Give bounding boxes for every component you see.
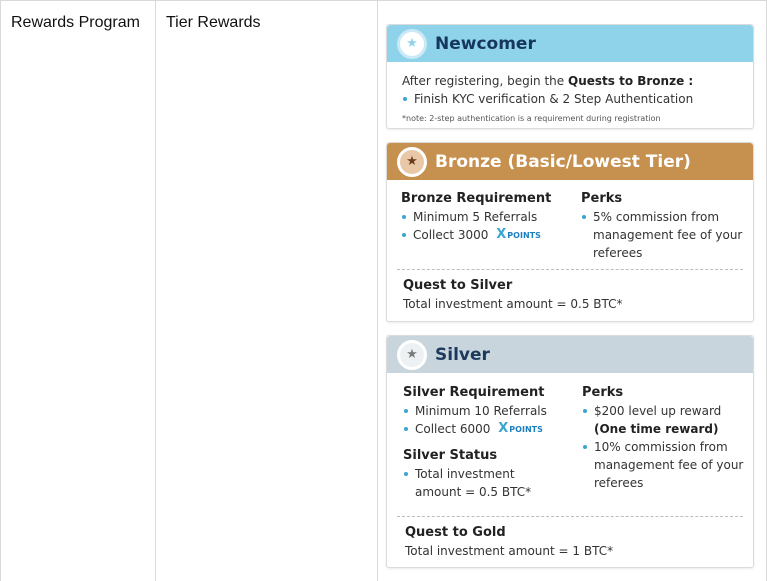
newcomer-intro: [402, 72, 747, 90]
bronze-quest-heading: Quest to Silver: [403, 278, 513, 293]
list-item-bold: (One time reward): [594, 422, 719, 436]
silver-requirement-list: [403, 402, 573, 439]
xpoints-logo: [496, 226, 541, 245]
silver-requirement: [403, 384, 573, 501]
silver-status-heading: Silver Status: [403, 448, 498, 463]
silver-status-list: [403, 465, 573, 501]
program-cell: Rewards Program: [11, 14, 140, 31]
xpoints-logo: [498, 420, 543, 439]
divider: [397, 516, 743, 517]
star-icon: ★: [397, 340, 427, 370]
tier-rewards-cell: Tier Rewards: [166, 14, 261, 31]
bronze-card: [386, 142, 754, 322]
silver-requirement-heading: Silver Requirement: [403, 385, 545, 400]
bronze-perks-heading: Perks: [581, 191, 623, 206]
silver-quest-text: Total investment amount = 1 BTC*: [405, 544, 614, 558]
silver-quest-heading: Quest to Gold: [405, 525, 506, 540]
star-icon: ★: [397, 29, 427, 59]
bronze-title: Bronze (Basic/Lowest Tier): [435, 151, 691, 172]
newcomer-header: [387, 25, 753, 62]
bronze-quest: [403, 277, 743, 313]
list-item: Minimum 10 Referrals: [403, 402, 573, 420]
list-item: Minimum 5 Referrals: [401, 208, 571, 226]
silver-title: Silver: [435, 344, 490, 365]
newcomer-card: [386, 24, 754, 129]
silver-card: [386, 335, 754, 568]
newcomer-list: [402, 90, 747, 108]
newcomer-title: Newcomer: [435, 33, 536, 54]
silver-perks-list: [582, 402, 747, 492]
newcomer-intro-bold: Quests to Bronze :: [568, 74, 694, 88]
newcomer-body: [402, 72, 747, 128]
silver-quest: [405, 524, 745, 560]
divider: [397, 269, 743, 270]
silver-header: [387, 336, 753, 373]
silver-perks: [582, 384, 747, 492]
list-item-text: Collect 6000: [415, 422, 491, 436]
xpoints-mark: X: [498, 421, 509, 436]
bronze-requirement-list: [401, 208, 571, 245]
list-item: 10% commission from management fee of your referees: [582, 438, 747, 492]
bronze-requirement-heading: Bronze Requirement: [401, 191, 552, 206]
list-item: [403, 420, 573, 439]
tier-rewards-column: [156, 1, 378, 581]
newcomer-intro-text: After registering, begin the: [402, 74, 565, 88]
xpoints-mark: X: [496, 227, 507, 242]
bronze-perks: [581, 190, 746, 262]
list-item-text: Collect 3000: [413, 228, 489, 242]
list-item: [582, 402, 747, 438]
bronze-header: [387, 143, 753, 180]
star-icon: ★: [397, 147, 427, 177]
newcomer-note: *note: 2-step authentication is a requirement during registration: [402, 114, 661, 123]
list-item-text: $200 level up reward: [594, 404, 722, 418]
list-item: [401, 226, 571, 245]
bronze-quest-text: Total investment amount = 0.5 BTC*: [403, 297, 623, 311]
bronze-requirement: [401, 190, 571, 245]
bronze-perks-list: [581, 208, 746, 262]
list-item: 5% commission from management fee of your referees: [581, 208, 746, 262]
xpoints-word: POINTS: [509, 425, 543, 434]
list-item: Total investment amount = 0.5 BTC*: [403, 465, 538, 501]
program-column: [1, 1, 156, 581]
silver-perks-heading: Perks: [582, 385, 624, 400]
list-item: Finish KYC verification & 2 Step Authentication: [402, 90, 747, 108]
xpoints-word: POINTS: [507, 231, 541, 240]
